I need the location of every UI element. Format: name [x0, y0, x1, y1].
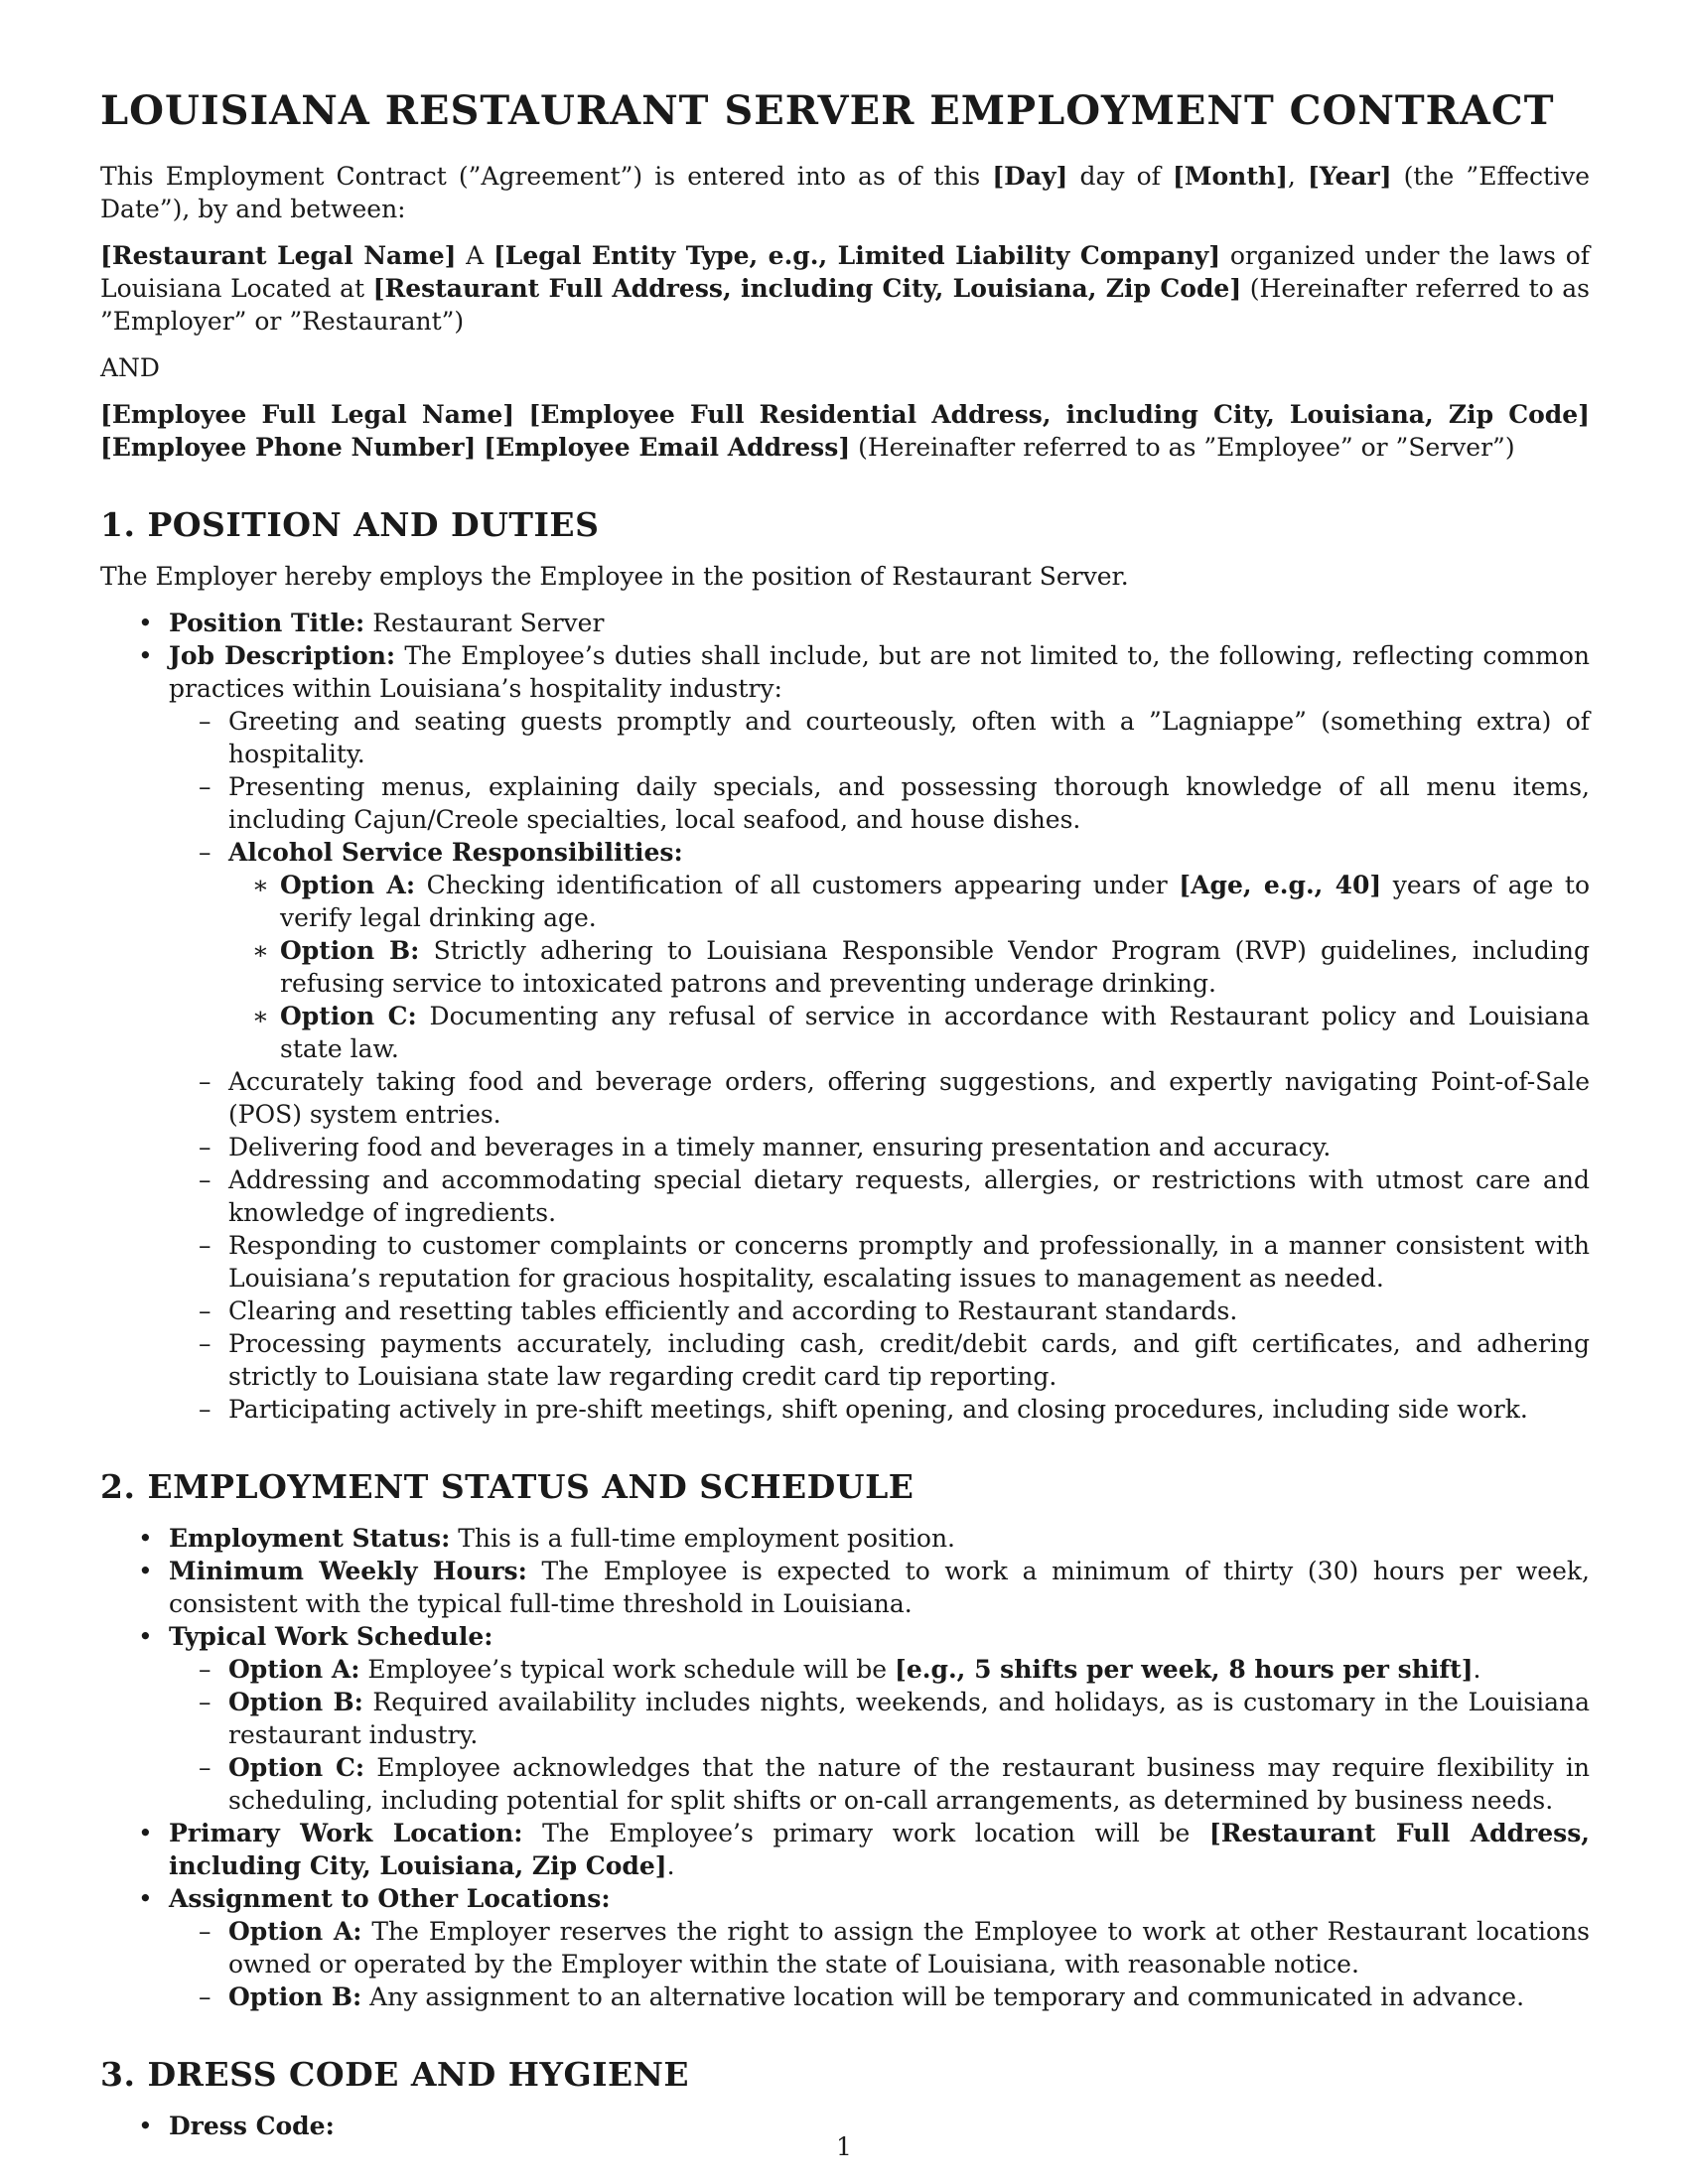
- list-item: – Accurately taking food and beverage orders, offering suggestions, and expertly navigating Point-of-Sale (POS) system entries.: [169, 1065, 1590, 1131]
- list-item: ∗ Option A: Checking identification of all customers appearing under [Age, e.g., 40] years of age to verify legal drinking age.: [228, 869, 1590, 934]
- list-item: – Addressing and accommodating special dietary requests, allergies, or restrictions with utmost care and knowledge of ingredients.: [169, 1163, 1590, 1229]
- year-placeholder: [Year]: [1307, 162, 1392, 191]
- schedule-placeholder: [e.g., 5 shifts per week, 8 hours per shift]: [895, 1655, 1474, 1684]
- list-item: • Employment Status: This is a full-time employment position.: [100, 1522, 1590, 1555]
- list-item: ∗ Option B: Strictly adhering to Louisiana Responsible Vendor Program (RVP) guidelines, including refusing service to intoxicated patrons and preventing underage drinking.: [228, 934, 1590, 1000]
- section1-intro: The Employer hereby employs the Employee in the position of Restaurant Server.: [100, 562, 1129, 591]
- list-item: – Delivering food and beverages in a timely manner, ensuring presentation and accuracy.: [169, 1131, 1590, 1163]
- list-item: • Assignment to Other Locations: – Option A: The Employer reserves the right to assign the Employee to work at other Restaurant locations owned or operated by the Employer within the state of Louisiana, with reasonable notice. – Option B: Any assignment to an alternative location will be temporary and communicated in advance.: [100, 1882, 1590, 2013]
- employee-email-placeholder: [Employee Email Address]: [484, 433, 851, 462]
- employee-name-placeholder: [Employee Full Legal Name]: [100, 400, 515, 429]
- duties-list: [169, 705, 1590, 1426]
- list-item: • Dress Code:: [100, 2110, 1590, 2142]
- contract-page: [100, 87, 1590, 2142]
- list-item: – Option B: Any assignment to an alternative location will be temporary and communicated in advance.: [169, 1980, 1590, 2013]
- and-paragraph: AND: [100, 353, 160, 382]
- list-item: • Primary Work Location: The Employee’s primary work location will be [Restaurant Full Address, including City, Louisiana, Zip Code].: [100, 1817, 1590, 1882]
- employer-paragraph: [Restaurant Legal Name] A [Legal Entity Type, e.g., Limited Liability Company] organized under the laws of Louisiana Located at [Restaurant Full Address, including City, Louisiana, Zip Code] (Hereinafter referred to as ”Employer” or ”Restaurant”): [100, 241, 1591, 336]
- list-item: – Option A: The Employer reserves the right to assign the Employee to work at other Restaurant locations owned or operated by the Employer within the state of Louisiana, with reasonable notice.: [169, 1915, 1590, 1980]
- schedule-options-list: [169, 1653, 1590, 1817]
- employee-phone-placeholder: [Employee Phone Number]: [100, 433, 477, 462]
- position-list: [100, 607, 1590, 1426]
- list-item: – Responding to customer complaints or concerns promptly and professionally, in a manner consistent with Louisiana’s reputation for gracious hospitality, escalating issues to management as needed.: [169, 1229, 1590, 1295]
- list-item: ∗ Option C: Documenting any refusal of service in accordance with Restaurant policy and Louisiana state law.: [228, 1000, 1590, 1065]
- document-title: LOUISIANA RESTAURANT SERVER EMPLOYMENT CONTRACT: [100, 87, 1555, 134]
- age-placeholder: [Age, e.g., 40]: [1179, 871, 1382, 899]
- list-item: – Option B: Required availability includes nights, weekends, and holidays, as is customary in the Louisiana restaurant industry.: [169, 1686, 1590, 1751]
- list-item: – Alcohol Service Responsibilities: ∗ Option A: Checking identification of all customers appearing under [Age, e.g., 40] years of age to verify legal drinking age. ∗ Option B: Strictly adhering to Louisiana Responsible Vendor Program (RVP) guidelines, including refusing service to intoxicated patrons and preventing underage drinking. ∗ Option C: Documenting any refusal of service in accordance with Restaurant policy and Louisiana state law.: [169, 836, 1590, 1065]
- alcohol-options-list: [228, 869, 1590, 1065]
- list-item: • Typical Work Schedule: – Option A: Employee’s typical work schedule will be [e.g., 5 shifts per week, 8 hours per shift]. – Option B: Required availability includes nights, weekends, and holidays, as is customary in the Louisiana restaurant industry. – Option C: Employee acknowledges that the nature of the restaurant business may require flexibility in scheduling, including potential for split shifts or on-call arrangements, as determined by business needs.: [100, 1620, 1590, 1817]
- list-item: – Presenting menus, explaining daily specials, and possessing thorough knowledge of all menu items, including Cajun/Creole specialties, local seafood, and house dishes.: [169, 770, 1590, 836]
- list-item: – Participating actively in pre-shift meetings, shift opening, and closing procedures, including side work.: [169, 1393, 1590, 1426]
- list-item: – Processing payments accurately, including cash, credit/debit cards, and gift certificates, and adhering strictly to Louisiana state law regarding credit card tip reporting.: [169, 1327, 1590, 1393]
- employment-status-list: [100, 1522, 1590, 2013]
- employee-paragraph: [Employee Full Legal Name] [Employee Full Residential Address, including City, Louisiana, Zip Code] [Employee Phone Number] [Employee Email Address] (Hereinafter referred to as ”Employee” or ”Server”): [100, 400, 1590, 462]
- list-item: – Option A: Employee’s typical work schedule will be [e.g., 5 shifts per week, 8 hours per shift].: [169, 1653, 1590, 1686]
- work-location-placeholder: [Restaurant Full Address, including City, Louisiana, Zip Code]: [169, 1819, 1590, 1880]
- section-heading-dress-code: 3. DRESS CODE AND HYGIENE: [100, 2055, 690, 2094]
- list-item: – Clearing and resetting tables efficiently and according to Restaurant standards.: [169, 1295, 1590, 1327]
- list-item: – Option C: Employee acknowledges that the nature of the restaurant business may require flexibility in scheduling, including potential for split shifts or on-call arrangements, as determined by business needs.: [169, 1751, 1590, 1817]
- list-item: • Job Description: The Employee’s duties shall include, but are not limited to, the following, reflecting common practices within Louisiana’s hospitality industry: – Greeting and seating guests promptly and courteously, often with a ”Lagniappe” (something extra) of hospitality. – Presenting menus, explaining daily specials, and possessing thorough knowledge of all menu items, including Cajun/Creole specialties, local seafood, and house dishes. – Alcohol Service Responsibilities: ∗ Option A: Checking identification of all customers appearing under [Age, e.g., 40] years of age to verify legal drinking age. ∗ Option B: Strictly adhering to Louisiana Responsible Vendor Program (RVP) guidelines, including refusing service to intoxicated patrons and preventing underage drinking. ∗ Option C: Documenting any refusal of service in accordance with Restaurant policy and Louisiana state law. – Accurately taking food and beverage orders, offering suggestions, and expertly navigating Point-of-Sale (POS) system entries. – Delivering food and beverages in a timely manner, ensuring presentation and accuracy. – Addressing and accommodating special dietary requests, allergies, or restrictions with utmost care and knowledge of ingredients. – Responding to customer complaints or concerns promptly and professionally, in a manner consistent with Louisiana’s reputation for gracious hospitality, escalating issues to management as needed. – Clearing and resetting tables efficiently and according to Restaurant standards. – Processing payments accurately, including cash, credit/debit cards, and gift certificates, and adhering strictly to Louisiana state law regarding credit card tip reporting. – Participating actively in pre-shift meetings, shift opening, and closing procedures, including side work.: [100, 639, 1590, 1426]
- section-heading-employment-status: 2. EMPLOYMENT STATUS AND SCHEDULE: [100, 1467, 914, 1506]
- assignment-options-list: [169, 1915, 1590, 2013]
- intro-paragraph: This Employment Contract (”Agreement”) is entered into as of this [Day] day of [Month], [Year] (the ”Effective Date”), by and between:: [100, 162, 1590, 223]
- section-heading-position: 1. POSITION AND DUTIES: [100, 505, 600, 544]
- list-item: • Minimum Weekly Hours: The Employee is expected to work a minimum of thirty (30) hours per week, consistent with the typical full-time threshold in Louisiana.: [100, 1555, 1590, 1620]
- restaurant-name-placeholder: [Restaurant Legal Name]: [100, 241, 457, 270]
- restaurant-address-placeholder: [Restaurant Full Address, including City, Louisiana, Zip Code]: [372, 274, 1242, 303]
- list-item: • Position Title: Restaurant Server: [100, 607, 1590, 639]
- list-item: – Greeting and seating guests promptly and courteously, often with a ”Lagniappe” (something extra) of hospitality.: [169, 705, 1590, 770]
- page-number: 1: [836, 2132, 852, 2161]
- day-placeholder: [Day]: [992, 162, 1068, 191]
- entity-type-placeholder: [Legal Entity Type, e.g., Limited Liability Company]: [492, 241, 1221, 270]
- month-placeholder: [Month]: [1173, 162, 1288, 191]
- employee-address-placeholder: [Employee Full Residential Address, including City, Louisiana, Zip Code]: [528, 400, 1590, 429]
